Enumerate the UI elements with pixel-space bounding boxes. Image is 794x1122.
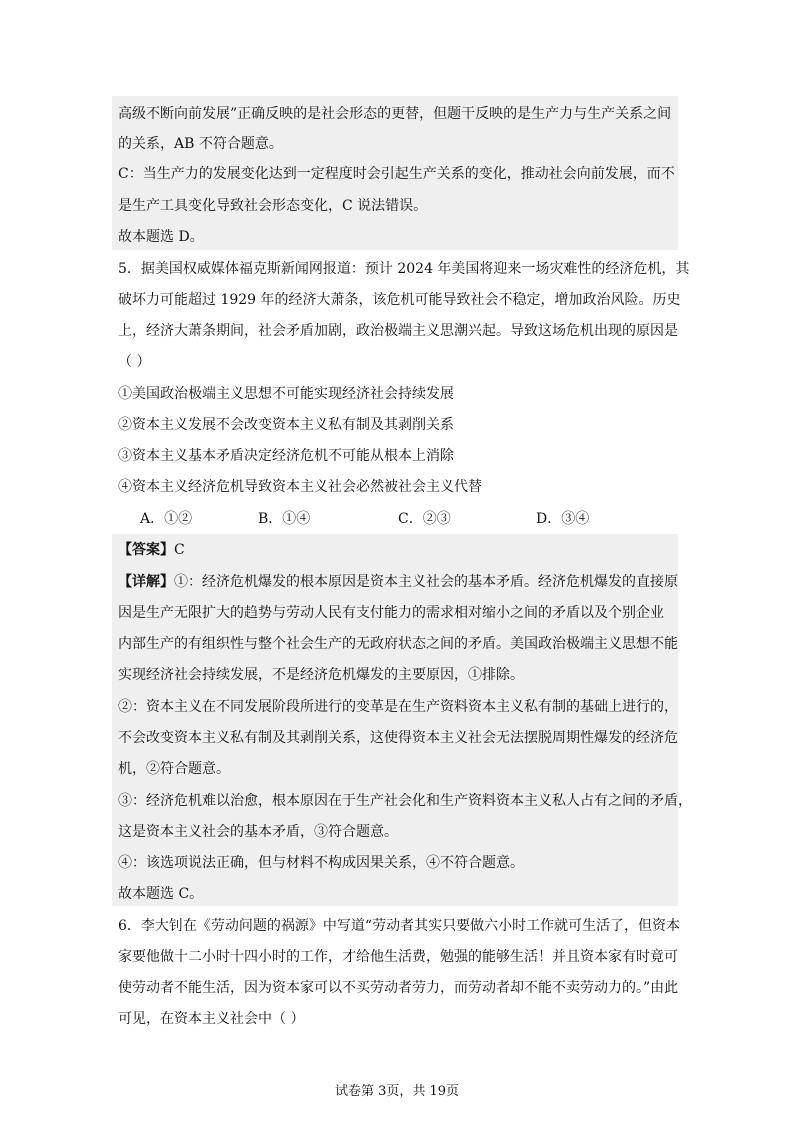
answer-value: C	[174, 542, 185, 558]
answer-tag: 【答案】	[118, 542, 174, 558]
statement: ①美国政治极端主义思想不可能实现经济社会持续发展	[118, 386, 454, 402]
question-5-stem: （ ）	[118, 354, 151, 370]
page-footer: 试卷第 3页，共 19页	[334, 1084, 460, 1099]
detail-line: 故本题选 C。	[118, 886, 204, 902]
detail-text: ①：经济危机爆发的根本原因是资本主义社会的基本矛盾。经济危机爆发的直接原	[174, 574, 678, 590]
detail-tag: 【详解】	[118, 574, 174, 590]
text-line: C：当生产力的发展变化达到一定程度时会引起生产关系的变化，推动社会向前发展，而不	[118, 166, 675, 182]
detail-line: 内部生产的有组织性与整个社会生产的无政府状态之间的矛盾。美国政治极端主义思想不能	[118, 636, 678, 652]
detail-line: 机，②符合题意。	[118, 761, 230, 777]
detail-line: 这是资本主义社会的基本矛盾，③符合题意。	[118, 824, 398, 840]
option-c: C．②③	[398, 511, 451, 527]
answer-line	[118, 540, 185, 560]
option-a: A．①②	[140, 511, 193, 527]
question-6-stem: 可见，在资本主义社会中（ ）	[118, 1011, 305, 1027]
question-5-stem: 破坏力可能超过 1929 年的经济大萧条，该危机可能导致社会不稳定，增加政治风险。历史	[118, 292, 681, 308]
text-line: 故本题选 D。	[118, 229, 204, 245]
detail-line: 实现经济社会持续发展，不是经济危机爆发的主要原因，①排除。	[118, 667, 524, 683]
question-5-stem: 上，经济大萧条期间，社会矛盾加剧，政治极端主义思潮兴起。导致这场危机出现的原因是	[118, 323, 678, 339]
detail-line: 因是生产无限扩大的趋势与劳动人民有支付能力的需求相对缩小之间的矛盾以及个别企业	[118, 605, 664, 621]
statement: ③资本主义基本矛盾决定经济危机不可能从根本上消除	[118, 448, 454, 464]
detail-line: ④：该选项说法正确，但与材料不构成因果关系，④不符合题意。	[118, 855, 524, 871]
detail-line: 不会改变资本主义私有制及其剥削关系，这使得资本主义社会无法摆脱周期性爆发的经济危	[118, 730, 678, 746]
statement: ②资本主义发展不会改变资本主义私有制及其剥削关系	[118, 417, 454, 433]
question-6-stem: 使劳动者不能生活，因为资本家可以不买劳动者劳力，而劳动者却不能不卖劳动力的。”由此	[118, 980, 679, 996]
text-line: 高级不断向前发展”正确反映的是社会形态的更替，但题干反映的是生产力与生产关系之间	[118, 106, 672, 122]
statement: ④资本主义经济危机导致资本主义社会必然被社会主义代替	[118, 479, 482, 495]
question-6-stem: 家要他做十二小时十四小时的工作，才给他生活费，勉强的能够生活！并且资本家有时竟可	[118, 949, 678, 965]
option-b: B．①④	[258, 511, 311, 527]
detail-line	[118, 572, 678, 592]
question-6-stem: 6．李大钊在《劳动问题的祸源》中写道“劳动者其实只要做六小时工作就可生活了，但资本	[118, 918, 681, 934]
text-line: 的关系，AB 不符合题意。	[118, 136, 283, 152]
detail-line: ②：资本主义在不同发展阶段所进行的变革是在生产资料资本主义私有制的基础上进行的，	[118, 699, 678, 715]
question-5-stem: 5．据美国权威媒体福克斯新闻网报道：预计 2024 年美国将迎来一场灾难性的经济危机，其	[118, 261, 690, 277]
detail-line: ③：经济危机难以治愈，根本原因在于生产社会化和生产资料资本主义私人占有之间的矛盾，	[118, 793, 692, 809]
text-line: 是生产工具变化导致社会形态变化，C 说法错误。	[118, 198, 428, 214]
option-d: D．③④	[536, 511, 590, 527]
